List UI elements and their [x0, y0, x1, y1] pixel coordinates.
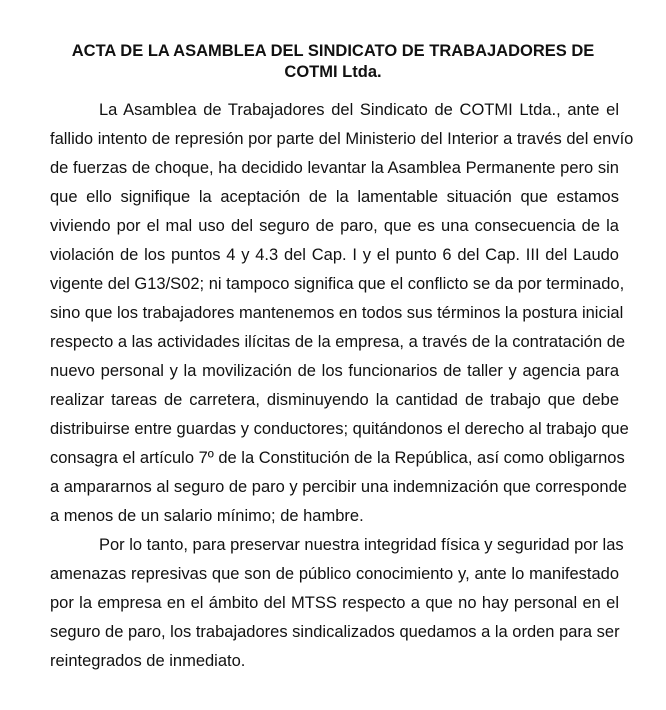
paragraph-line: seguro de paro, los trabajadores sindicalizados quedamos a la orden para ser — [50, 623, 620, 641]
paragraph-line: por la empresa en el ámbito del MTSS respecto a que no hay personal en el — [50, 594, 619, 612]
document-title — [40, 41, 626, 83]
paragraph-line: Por lo tanto, para preservar nuestra integridad física y seguridad por las — [99, 536, 624, 554]
title-line-2: COTMI Ltda. — [284, 63, 382, 81]
paragraph-line: reintegrados de inmediato. — [50, 652, 246, 670]
title-line-1: ACTA DE LA ASAMBLEA DEL SINDICATO DE TRABAJADORES DE — [71, 42, 595, 60]
paragraph-line: consagra el artículo 7º de la Constitución de la República, así como obligarnos — [50, 449, 625, 467]
paragraph-line: fallido intento de represión por parte del Ministerio del Interior a través del envío — [50, 130, 634, 148]
paragraph-line: respecto a las actividades ilícitas de la empresa, a través de la contratación de — [50, 333, 626, 351]
paragraph-line: amenazas represivas que son de público conocimiento y, ante lo manifestado — [50, 565, 619, 583]
paragraph-line: distribuirse entre guardas y conductores; quitándonos el derecho al trabajo que — [50, 420, 629, 438]
paragraph-line: realizar tareas de carretera, disminuyendo la cantidad de trabajo que debe — [50, 391, 619, 409]
paragraph-line: a menos de un salario mínimo; de hambre. — [50, 507, 364, 525]
paragraph-line: de fuerzas de choque, ha decidido levantar la Asamblea Permanente pero sin — [50, 159, 619, 177]
paragraph-line: que ello signifique la aceptación de la lamentable situación que estamos — [50, 188, 619, 206]
paragraph-line: La Asamblea de Trabajadores del Sindicato de COTMI Ltda., ante el — [99, 101, 619, 119]
paragraph-line: sino que los trabajadores mantenemos en todos sus términos la postura inicial — [50, 304, 624, 322]
paragraph-line: nuevo personal y la movilización de los funcionarios de taller y agencia para — [50, 362, 619, 380]
paragraph-line: vigente del G13/S02; ni tampoco significa que el conflicto se da por terminado, — [50, 275, 625, 293]
paragraph-line: a ampararnos al seguro de paro y percibir una indemnización que corresponde — [50, 478, 627, 496]
paragraph-line: violación de los puntos 4 y 4.3 del Cap. I y el punto 6 del Cap. III del Laudo — [50, 246, 619, 264]
paragraph-line: viviendo por el mal uso del seguro de paro, que es una consecuencia de la — [50, 217, 619, 235]
